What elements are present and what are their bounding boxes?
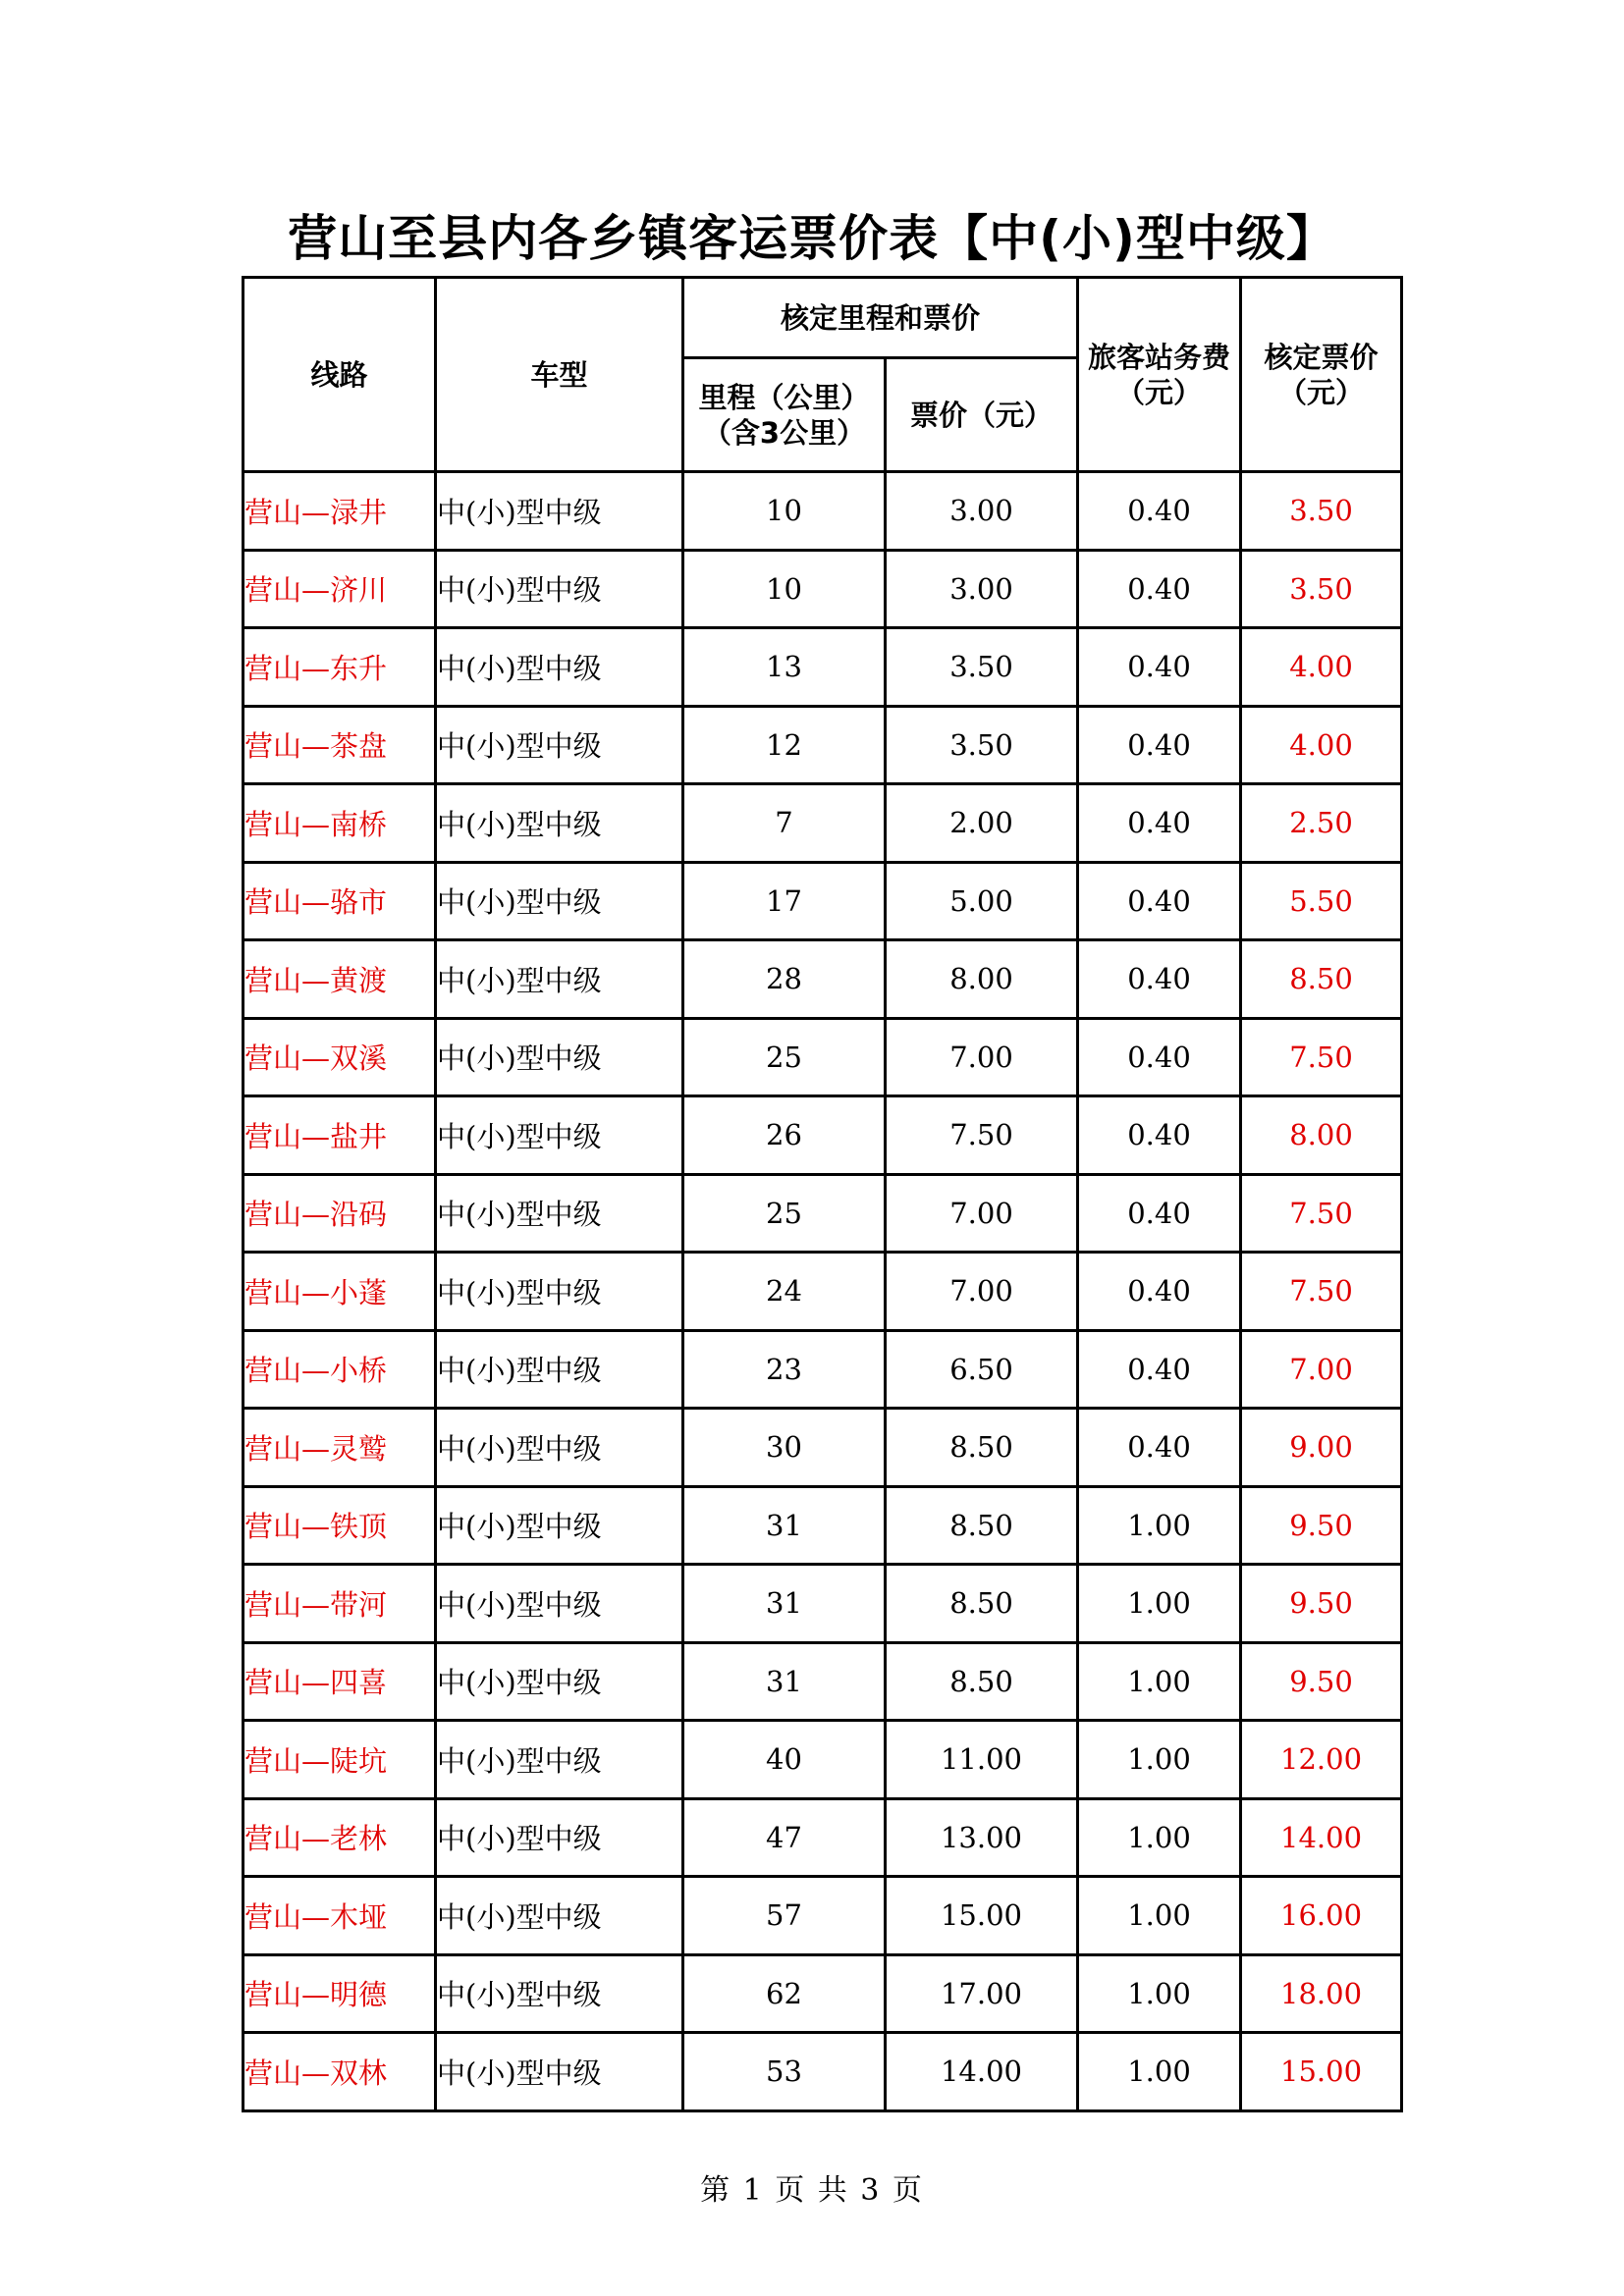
cell-final-price: 9.50 [1241, 1486, 1402, 1565]
fare-table [242, 276, 1403, 2112]
cell-distance: 40 [683, 1721, 886, 1799]
cell-price: 15.00 [886, 1877, 1078, 1955]
table-row [244, 706, 1402, 784]
cell-price: 3.00 [886, 550, 1078, 628]
table-row [244, 940, 1402, 1019]
table-row [244, 1486, 1402, 1565]
cell-final-price: 7.50 [1241, 1253, 1402, 1331]
cell-vehicle: 中(小)型中级 [436, 1096, 683, 1175]
cell-station-fee: 0.40 [1078, 1253, 1241, 1331]
table-row [244, 1018, 1402, 1096]
cell-station-fee: 0.40 [1078, 1018, 1241, 1096]
table-row [244, 1877, 1402, 1955]
cell-distance: 30 [683, 1409, 886, 1487]
cell-distance: 12 [683, 706, 886, 784]
cell-price: 11.00 [886, 1721, 1078, 1799]
table-row [244, 1253, 1402, 1331]
cell-vehicle: 中(小)型中级 [436, 1409, 683, 1487]
header-route: 线路 [244, 278, 436, 472]
header-distance: 里程（公里）（含3公里） [683, 358, 886, 472]
cell-route: 营山—骆市 [244, 862, 436, 940]
table-row [244, 1565, 1402, 1643]
cell-final-price: 5.50 [1241, 862, 1402, 940]
cell-station-fee: 0.40 [1078, 1174, 1241, 1253]
table-row [244, 550, 1402, 628]
cell-distance: 31 [683, 1642, 886, 1721]
cell-station-fee: 0.40 [1078, 1330, 1241, 1409]
header-station-fee: 旅客站务费（元） [1078, 278, 1241, 472]
cell-final-price: 2.50 [1241, 784, 1402, 863]
cell-distance: 17 [683, 862, 886, 940]
table-row [244, 472, 1402, 551]
table-row [244, 862, 1402, 940]
cell-vehicle: 中(小)型中级 [436, 1174, 683, 1253]
table-row [244, 784, 1402, 863]
cell-final-price: 7.50 [1241, 1174, 1402, 1253]
cell-station-fee: 1.00 [1078, 1954, 1241, 2033]
cell-distance: 10 [683, 472, 886, 551]
table-row [244, 1798, 1402, 1877]
cell-station-fee: 1.00 [1078, 1798, 1241, 1877]
cell-station-fee: 1.00 [1078, 1486, 1241, 1565]
cell-route: 营山—南桥 [244, 784, 436, 863]
cell-final-price: 4.00 [1241, 706, 1402, 784]
cell-price: 13.00 [886, 1798, 1078, 1877]
cell-station-fee: 0.40 [1078, 784, 1241, 863]
cell-price: 8.50 [886, 1565, 1078, 1643]
cell-vehicle: 中(小)型中级 [436, 1642, 683, 1721]
cell-distance: 31 [683, 1565, 886, 1643]
cell-route: 营山—小蓬 [244, 1253, 436, 1331]
cell-final-price: 8.50 [1241, 940, 1402, 1019]
cell-route: 营山—黄渡 [244, 940, 436, 1019]
table-row [244, 1174, 1402, 1253]
cell-route: 营山—陡坑 [244, 1721, 436, 1799]
cell-vehicle: 中(小)型中级 [436, 1486, 683, 1565]
cell-vehicle: 中(小)型中级 [436, 1954, 683, 2033]
table-row [244, 1409, 1402, 1487]
cell-station-fee: 1.00 [1078, 1877, 1241, 1955]
cell-price: 14.00 [886, 2033, 1078, 2111]
cell-final-price: 12.00 [1241, 1721, 1402, 1799]
header-vehicle: 车型 [436, 278, 683, 472]
cell-price: 3.50 [886, 706, 1078, 784]
cell-price: 3.00 [886, 472, 1078, 551]
cell-route: 营山—双溪 [244, 1018, 436, 1096]
cell-route: 营山—沿码 [244, 1174, 436, 1253]
page-title: 营山至县内各乡镇客运票价表【中(小)型中级】 [288, 210, 1336, 267]
table-row [244, 1096, 1402, 1175]
cell-route: 营山—老林 [244, 1798, 436, 1877]
header-price: 票价（元） [886, 358, 1078, 472]
cell-final-price: 9.50 [1241, 1565, 1402, 1643]
cell-price: 2.00 [886, 784, 1078, 863]
cell-distance: 28 [683, 940, 886, 1019]
cell-vehicle: 中(小)型中级 [436, 1253, 683, 1331]
cell-distance: 24 [683, 1253, 886, 1331]
cell-final-price: 9.50 [1241, 1642, 1402, 1721]
cell-price: 5.00 [886, 862, 1078, 940]
cell-distance: 13 [683, 628, 886, 707]
cell-price: 8.00 [886, 940, 1078, 1019]
cell-distance: 23 [683, 1330, 886, 1409]
cell-distance: 25 [683, 1018, 886, 1096]
header-final-price: 核定票价（元） [1241, 278, 1402, 472]
cell-final-price: 3.50 [1241, 472, 1402, 551]
cell-final-price: 7.00 [1241, 1330, 1402, 1409]
cell-station-fee: 0.40 [1078, 862, 1241, 940]
cell-price: 8.50 [886, 1642, 1078, 1721]
cell-station-fee: 0.40 [1078, 550, 1241, 628]
header-group-distance-price: 核定里程和票价 [683, 278, 1078, 358]
cell-station-fee: 0.40 [1078, 1096, 1241, 1175]
cell-price: 7.00 [886, 1253, 1078, 1331]
cell-vehicle: 中(小)型中级 [436, 550, 683, 628]
cell-route: 营山—四喜 [244, 1642, 436, 1721]
cell-distance: 10 [683, 550, 886, 628]
cell-vehicle: 中(小)型中级 [436, 1721, 683, 1799]
cell-route: 营山—小桥 [244, 1330, 436, 1409]
table-row [244, 1642, 1402, 1721]
cell-vehicle: 中(小)型中级 [436, 1330, 683, 1409]
cell-station-fee: 0.40 [1078, 1409, 1241, 1487]
cell-price: 7.50 [886, 1096, 1078, 1175]
cell-vehicle: 中(小)型中级 [436, 1798, 683, 1877]
cell-station-fee: 0.40 [1078, 628, 1241, 707]
cell-vehicle: 中(小)型中级 [436, 862, 683, 940]
page-footer: 第 1 页 共 3 页 [700, 2173, 924, 2208]
cell-route: 营山—茶盘 [244, 706, 436, 784]
cell-distance: 53 [683, 2033, 886, 2111]
cell-vehicle: 中(小)型中级 [436, 784, 683, 863]
cell-vehicle: 中(小)型中级 [436, 2033, 683, 2111]
cell-distance: 62 [683, 1954, 886, 2033]
cell-final-price: 16.00 [1241, 1877, 1402, 1955]
cell-final-price: 9.00 [1241, 1409, 1402, 1487]
cell-station-fee: 0.40 [1078, 706, 1241, 784]
cell-route: 营山—带河 [244, 1565, 436, 1643]
cell-final-price: 14.00 [1241, 1798, 1402, 1877]
cell-price: 8.50 [886, 1409, 1078, 1487]
cell-station-fee: 1.00 [1078, 1721, 1241, 1799]
cell-route: 营山—双林 [244, 2033, 436, 2111]
table-row [244, 2033, 1402, 2111]
cell-route: 营山—灵鹫 [244, 1409, 436, 1487]
cell-final-price: 3.50 [1241, 550, 1402, 628]
cell-vehicle: 中(小)型中级 [436, 1565, 683, 1643]
table-row [244, 628, 1402, 707]
cell-final-price: 4.00 [1241, 628, 1402, 707]
cell-distance: 7 [683, 784, 886, 863]
cell-vehicle: 中(小)型中级 [436, 628, 683, 707]
cell-route: 营山—东升 [244, 628, 436, 707]
cell-station-fee: 0.40 [1078, 940, 1241, 1019]
cell-price: 3.50 [886, 628, 1078, 707]
cell-final-price: 15.00 [1241, 2033, 1402, 2111]
cell-price: 7.00 [886, 1018, 1078, 1096]
cell-route: 营山—渌井 [244, 472, 436, 551]
cell-distance: 57 [683, 1877, 886, 1955]
cell-station-fee: 1.00 [1078, 1642, 1241, 1721]
cell-station-fee: 0.40 [1078, 472, 1241, 551]
table-row [244, 1954, 1402, 2033]
cell-distance: 31 [683, 1486, 886, 1565]
cell-route: 营山—盐井 [244, 1096, 436, 1175]
cell-final-price: 18.00 [1241, 1954, 1402, 2033]
cell-vehicle: 中(小)型中级 [436, 706, 683, 784]
cell-vehicle: 中(小)型中级 [436, 940, 683, 1019]
cell-station-fee: 1.00 [1078, 2033, 1241, 2111]
cell-vehicle: 中(小)型中级 [436, 1018, 683, 1096]
cell-route: 营山—明德 [244, 1954, 436, 2033]
cell-distance: 25 [683, 1174, 886, 1253]
cell-route: 营山—济川 [244, 550, 436, 628]
cell-final-price: 8.00 [1241, 1096, 1402, 1175]
cell-price: 6.50 [886, 1330, 1078, 1409]
cell-route: 营山—铁顶 [244, 1486, 436, 1565]
cell-distance: 47 [683, 1798, 886, 1877]
cell-price: 17.00 [886, 1954, 1078, 2033]
cell-price: 7.00 [886, 1174, 1078, 1253]
cell-route: 营山—木垭 [244, 1877, 436, 1955]
cell-station-fee: 1.00 [1078, 1565, 1241, 1643]
table-row [244, 1721, 1402, 1799]
cell-distance: 26 [683, 1096, 886, 1175]
fare-table-body [244, 472, 1402, 2111]
cell-price: 8.50 [886, 1486, 1078, 1565]
table-row [244, 1330, 1402, 1409]
cell-vehicle: 中(小)型中级 [436, 472, 683, 551]
cell-final-price: 7.50 [1241, 1018, 1402, 1096]
cell-vehicle: 中(小)型中级 [436, 1877, 683, 1955]
